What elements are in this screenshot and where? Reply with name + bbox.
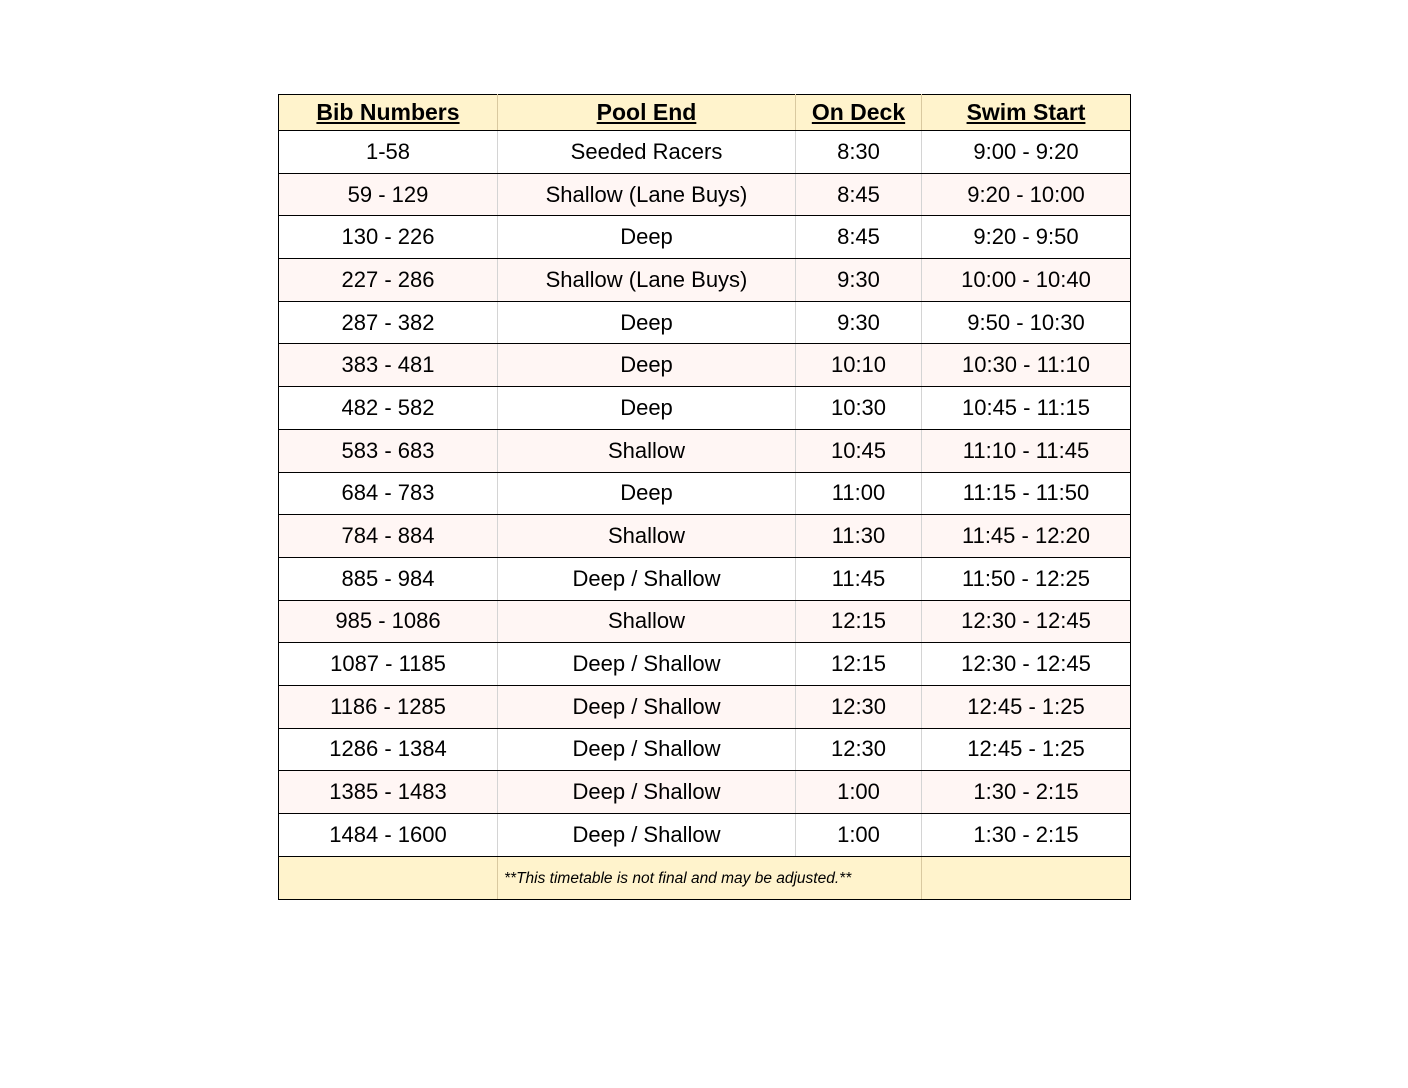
on-deck-cell: 1:00: [796, 771, 922, 814]
on-deck-cell: 10:30: [796, 387, 922, 430]
header-pool-end: Pool End: [498, 95, 796, 131]
bib-numbers-cell: 1385 - 1483: [279, 771, 498, 814]
pool-end-cell: Deep: [498, 387, 796, 430]
on-deck-cell: 1:00: [796, 814, 922, 857]
pool-end-cell: Deep / Shallow: [498, 814, 796, 857]
footer-empty-cell: [922, 856, 1131, 899]
on-deck-cell: 9:30: [796, 301, 922, 344]
bib-numbers-cell: 130 - 226: [279, 216, 498, 259]
table-row: [279, 429, 1131, 472]
swim-start-cell: 9:00 - 9:20: [922, 131, 1131, 174]
pool-end-cell: Deep: [498, 472, 796, 515]
table-row: [279, 344, 1131, 387]
bib-numbers-cell: 287 - 382: [279, 301, 498, 344]
table-row: [279, 771, 1131, 814]
swim-start-cell: 10:30 - 11:10: [922, 344, 1131, 387]
pool-end-cell: Deep / Shallow: [498, 557, 796, 600]
on-deck-cell: 8:45: [796, 173, 922, 216]
on-deck-cell: 11:45: [796, 557, 922, 600]
swim-start-cell: 12:30 - 12:45: [922, 600, 1131, 643]
bib-numbers-cell: 985 - 1086: [279, 600, 498, 643]
swim-start-cell: 1:30 - 2:15: [922, 771, 1131, 814]
bib-numbers-cell: 684 - 783: [279, 472, 498, 515]
pool-end-cell: Deep / Shallow: [498, 685, 796, 728]
bib-numbers-cell: 1-58: [279, 131, 498, 174]
bib-numbers-cell: 227 - 286: [279, 259, 498, 302]
pool-end-cell: Shallow (Lane Buys): [498, 173, 796, 216]
swim-start-cell: 11:50 - 12:25: [922, 557, 1131, 600]
swim-start-cell: 10:00 - 10:40: [922, 259, 1131, 302]
header-row: [279, 95, 1131, 131]
table-row: [279, 259, 1131, 302]
swim-start-cell: 10:45 - 11:15: [922, 387, 1131, 430]
footer-row: [279, 856, 1131, 899]
pool-end-cell: Shallow: [498, 600, 796, 643]
pool-end-cell: Shallow (Lane Buys): [498, 259, 796, 302]
on-deck-cell: 12:30: [796, 685, 922, 728]
on-deck-cell: 12:30: [796, 728, 922, 771]
bib-numbers-cell: 59 - 129: [279, 173, 498, 216]
bib-numbers-cell: 383 - 481: [279, 344, 498, 387]
bib-numbers-cell: 784 - 884: [279, 515, 498, 558]
pool-end-cell: Seeded Racers: [498, 131, 796, 174]
pool-end-cell: Deep / Shallow: [498, 643, 796, 686]
swim-start-cell: 1:30 - 2:15: [922, 814, 1131, 857]
table-row: [279, 515, 1131, 558]
swim-start-cell: 12:45 - 1:25: [922, 685, 1131, 728]
schedule-body: [279, 131, 1131, 857]
table-row: [279, 557, 1131, 600]
bib-numbers-cell: 1186 - 1285: [279, 685, 498, 728]
bib-numbers-cell: 1087 - 1185: [279, 643, 498, 686]
on-deck-cell: 9:30: [796, 259, 922, 302]
pool-end-cell: Deep: [498, 344, 796, 387]
on-deck-cell: 8:30: [796, 131, 922, 174]
swim-start-cell: 9:50 - 10:30: [922, 301, 1131, 344]
bib-numbers-cell: 1286 - 1384: [279, 728, 498, 771]
bib-numbers-cell: 885 - 984: [279, 557, 498, 600]
swim-schedule-table: [278, 94, 1131, 900]
swim-start-cell: 12:30 - 12:45: [922, 643, 1131, 686]
header-swim-start: Swim Start: [922, 95, 1131, 131]
pool-end-cell: Deep / Shallow: [498, 728, 796, 771]
footer-empty-cell: [279, 856, 498, 899]
on-deck-cell: 10:45: [796, 429, 922, 472]
bib-numbers-cell: 482 - 582: [279, 387, 498, 430]
pool-end-cell: Deep: [498, 216, 796, 259]
swim-start-cell: 11:45 - 12:20: [922, 515, 1131, 558]
swim-start-cell: 11:10 - 11:45: [922, 429, 1131, 472]
table-row: [279, 387, 1131, 430]
table-row: [279, 301, 1131, 344]
on-deck-cell: 8:45: [796, 216, 922, 259]
bib-numbers-cell: 1484 - 1600: [279, 814, 498, 857]
table-row: [279, 685, 1131, 728]
table-row: [279, 814, 1131, 857]
swim-start-cell: 9:20 - 10:00: [922, 173, 1131, 216]
on-deck-cell: 12:15: [796, 643, 922, 686]
swim-start-cell: 12:45 - 1:25: [922, 728, 1131, 771]
pool-end-cell: Shallow: [498, 515, 796, 558]
pool-end-cell: Deep / Shallow: [498, 771, 796, 814]
on-deck-cell: 10:10: [796, 344, 922, 387]
on-deck-cell: 11:30: [796, 515, 922, 558]
swim-start-cell: 9:20 - 9:50: [922, 216, 1131, 259]
table-row: [279, 472, 1131, 515]
footnote: **This timetable is not final and may be adjusted.**: [498, 856, 922, 899]
header-on-deck: On Deck: [796, 95, 922, 131]
table-row: [279, 216, 1131, 259]
on-deck-cell: 11:00: [796, 472, 922, 515]
table-row: [279, 728, 1131, 771]
header-bib-numbers: Bib Numbers: [279, 95, 498, 131]
swim-start-cell: 11:15 - 11:50: [922, 472, 1131, 515]
pool-end-cell: Deep: [498, 301, 796, 344]
bib-numbers-cell: 583 - 683: [279, 429, 498, 472]
table-row: [279, 600, 1131, 643]
table-row: [279, 131, 1131, 174]
pool-end-cell: Shallow: [498, 429, 796, 472]
schedule-sheet: [278, 94, 1130, 900]
table-row: [279, 643, 1131, 686]
on-deck-cell: 12:15: [796, 600, 922, 643]
table-row: [279, 173, 1131, 216]
